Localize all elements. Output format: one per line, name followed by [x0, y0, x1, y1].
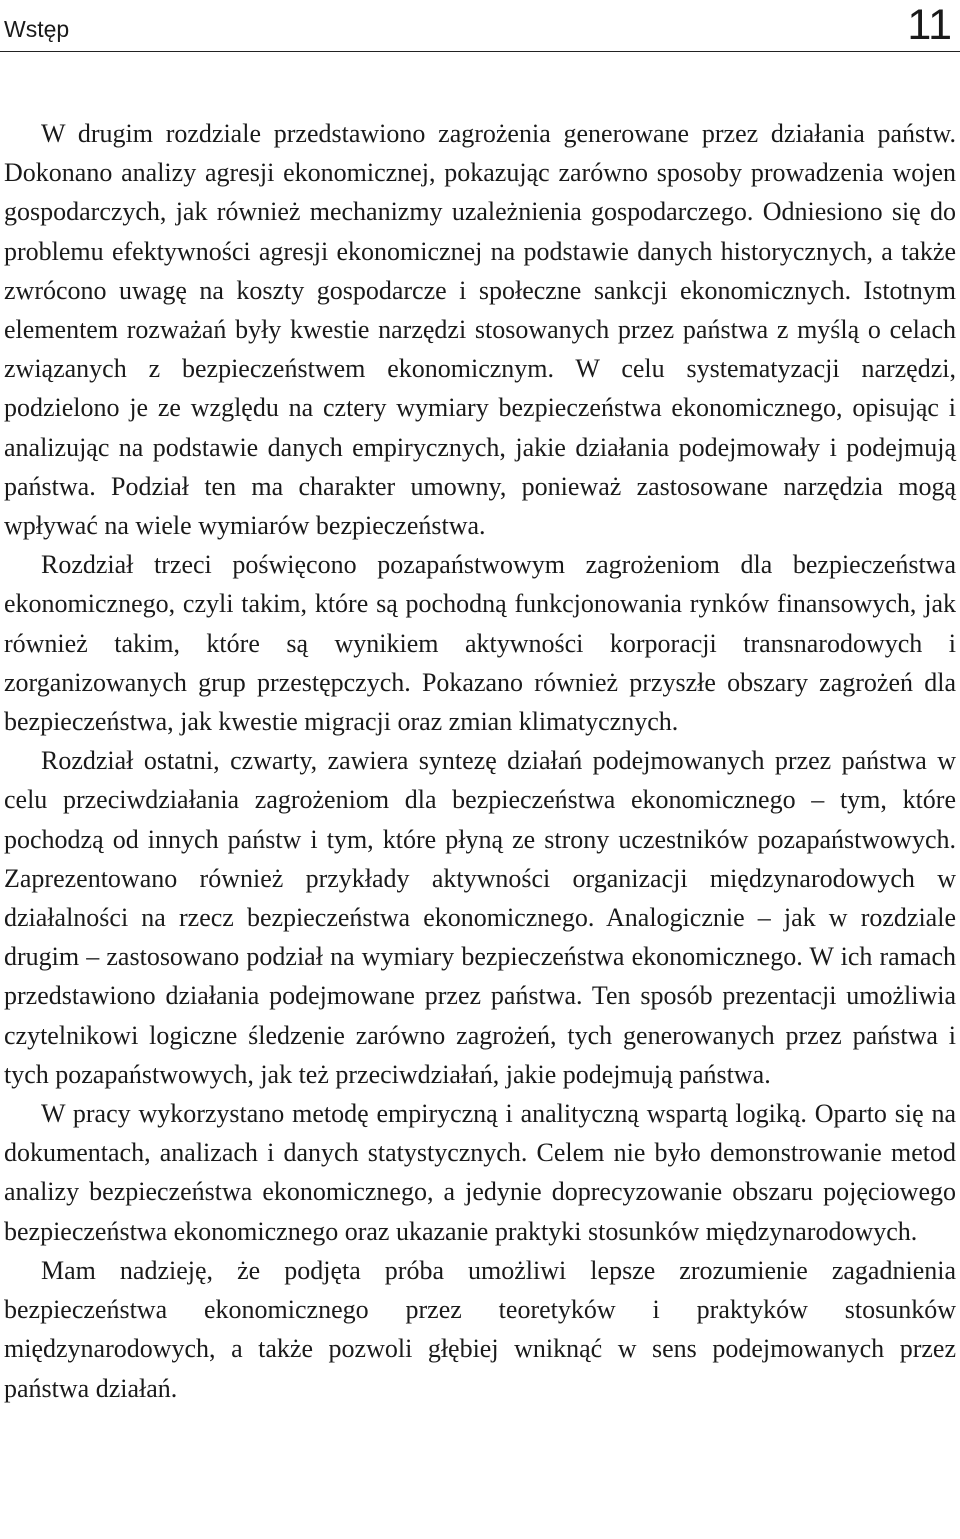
paragraph-chapter-two: W drugim rozdziale przedstawiono zagrożenia generowane przez działania państw. Dokonano analizy agresji ekonomicznej, pokazując zarówno sposoby prowadzenia wojen gospodarczych, jak również mechanizmy uzależnienia gospodarczego. Odniesiono się do problemu efektywności agresji ekonomicznej na podstawie danych historycznych, a także zwrócono uwagę na koszty gospodarcze i społeczne sankcji ekonomicznych. Istotnym elementem rozważań były kwestie narzędzi stosowanych przez państwa z myślą o celach związanych z bezpieczeństwem ekonomicznym. W celu systematyzacji narzędzi, podzielono je ze względu na cztery wymiary bezpieczeństwa ekonomicznego, opisując i analizując na podstawie danych empirycznych, jakie działania podejmowały i podejmują państwa. Podział ten ma charakter umowny, ponieważ zastosowane narzędzia mogą wpływać na wiele wymiarów bezpieczeństwa.: [4, 119, 956, 541]
section-title: Wstęp: [4, 16, 70, 42]
paragraph-chapter-four: Rozdział ostatni, czwarty, zawiera syntezę działań podejmowanych przez państwa w celu przeciwdziałania zagrożeniom dla bezpieczeństwa ekonomicznego – tym, które pochodzą od innych państw i tym, które płyną ze strony uczestników pozapaństwowych. Zaprezentowano również przykłady aktywności organizacji międzynarodowych w działalności na rzecz bezpieczeństwa ekonomicznego. Analogicznie – jak w rozdziale drugim – zastosowano podział na wymiary bezpieczeństwa ekonomicznego. W ich ramach przedstawiono działania podejmowane przez państwa. Ten sposób prezentacji umożliwia czytelnikowi logiczne śledzenie zarówno zagrożeń, tych generowanych przez państwa i tych pozapaństwowych, jak też przeciwdziałań, jakie podejmują państwa.: [4, 746, 956, 1089]
paragraph-closing: Mam nadzieję, że podjęta próba umożliwi lepsze zrozumienie zagadnienia bezpieczeństwa ekonomicznego przez teoretyków i praktyków stosunków międzynarodowych, a także pozwoli głębiej wniknąć w sens podejmowanych przez państwa działań.: [4, 1255, 956, 1403]
paragraph-chapter-three: Rozdział trzeci poświęcono pozapaństwowym zagrożeniom dla bezpieczeństwa ekonomicznego, czyli takim, które są pochodną funkcjonowania rynków finansowych, jak również takim, które są wynikiem aktywności korporacji transnarodowych i zorganizowanych grup przestępczych. Pokazano również przyszłe obszary zagrożeń dla bezpieczeństwa, jak kwestie migracji oraz zmian klimatycznych.: [4, 550, 956, 737]
body-text: [4, 114, 956, 1408]
paragraph-methodology: W pracy wykorzystano metodę empiryczną i analityczną wspartą logiką. Oparto się na dokumentach, analizach i danych statystycznych. Celem nie było demonstrowanie metod analizy bezpieczeństwa ekonomicznego, a jedynie doprecyzowanie obszaru pojęciowego bezpieczeństwa ekonomicznego oraz ukazanie praktyki stosunków międzynarodowych.: [4, 1099, 956, 1246]
running-header: [0, 0, 960, 52]
page-number: 11: [907, 1, 952, 49]
